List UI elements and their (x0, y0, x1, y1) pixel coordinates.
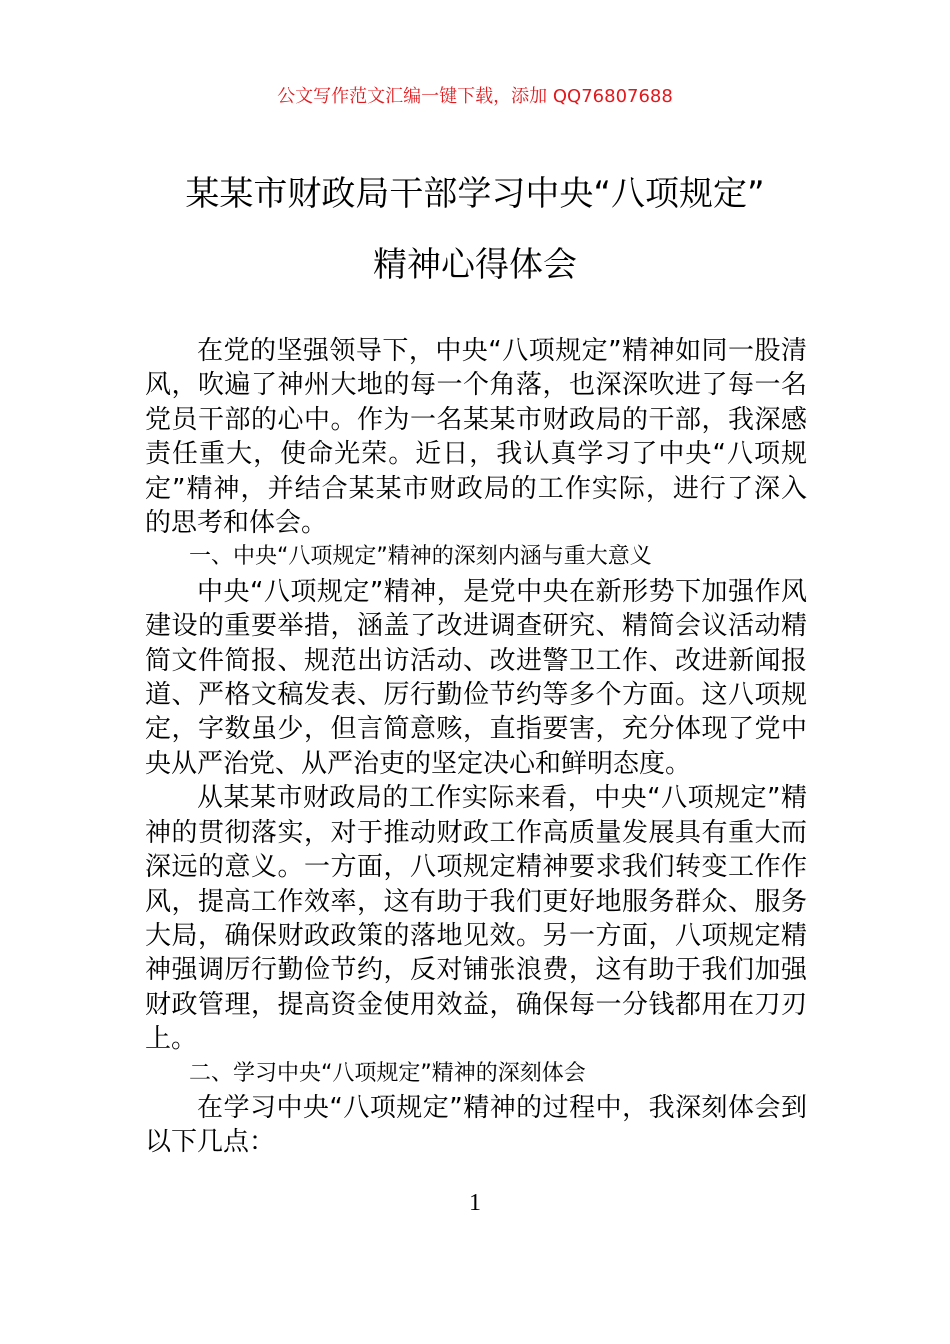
paragraph-intro: 在党的坚强领导下，中央“八项规定”精神如同一股清风，吹遍了神州大地的每一个角落，也深深吹进了每一名党员干部的心中。作为一名某某市财政局的干部，我深感责任重大，使命光荣。近日，我认真学习了中央“八项规定”精神，并结合某某市财政局的工作实际，进行了深入的思考和体会。 (145, 336, 807, 539)
section-heading-1: 一、中央“八项规定”精神的深刻内涵与重大意义 (189, 544, 652, 570)
document-title-line-1: 某某市财政局干部学习中央“八项规定” (185, 174, 765, 214)
document-title-line-2: 精神心得体会 (373, 245, 577, 285)
page-number: 1 (469, 1190, 481, 1216)
section-heading-2: 二、学习中央“八项规定”精神的深刻体会 (189, 1060, 586, 1086)
download-watermark: 公文写作范文汇编一键下载，添加 QQ76807688 (277, 86, 673, 107)
paragraph-experience-intro: 在学习中央“八项规定”精神的过程中，我深刻体会到以下几点： (145, 1092, 807, 1158)
paragraph-connotation: 中央“八项规定”精神，是党中央在新形势下加强作风建设的重要举措，涵盖了改进调查研究、精简会议活动精简文件简报、规范出访活动、改进警卫工作、改进新闻报道、严格文稿发表、厉行勤俭节约等多个方面。这八项规定，字数虽少，但言简意赅，直指要害，充分体现了党中央从严治党、从严治吏的坚定决心和鲜明态度。 (145, 576, 807, 779)
paragraph-significance: 从某某市财政局的工作实际来看，中央“八项规定”精神的贯彻落实，对于推动财政工作高质量发展具有重大而深远的意义。一方面，八项规定精神要求我们转变工作作风，提高工作效率，这有助于我们更好地服务群众、服务大局，确保财政政策的落地见效。另一方面，八项规定精神强调厉行勤俭节约，反对铺张浪费，这有助于我们加强财政管理，提高资金使用效益，确保每一分钱都用在刀刃上。 (145, 783, 807, 1055)
document-body (145, 334, 807, 1160)
